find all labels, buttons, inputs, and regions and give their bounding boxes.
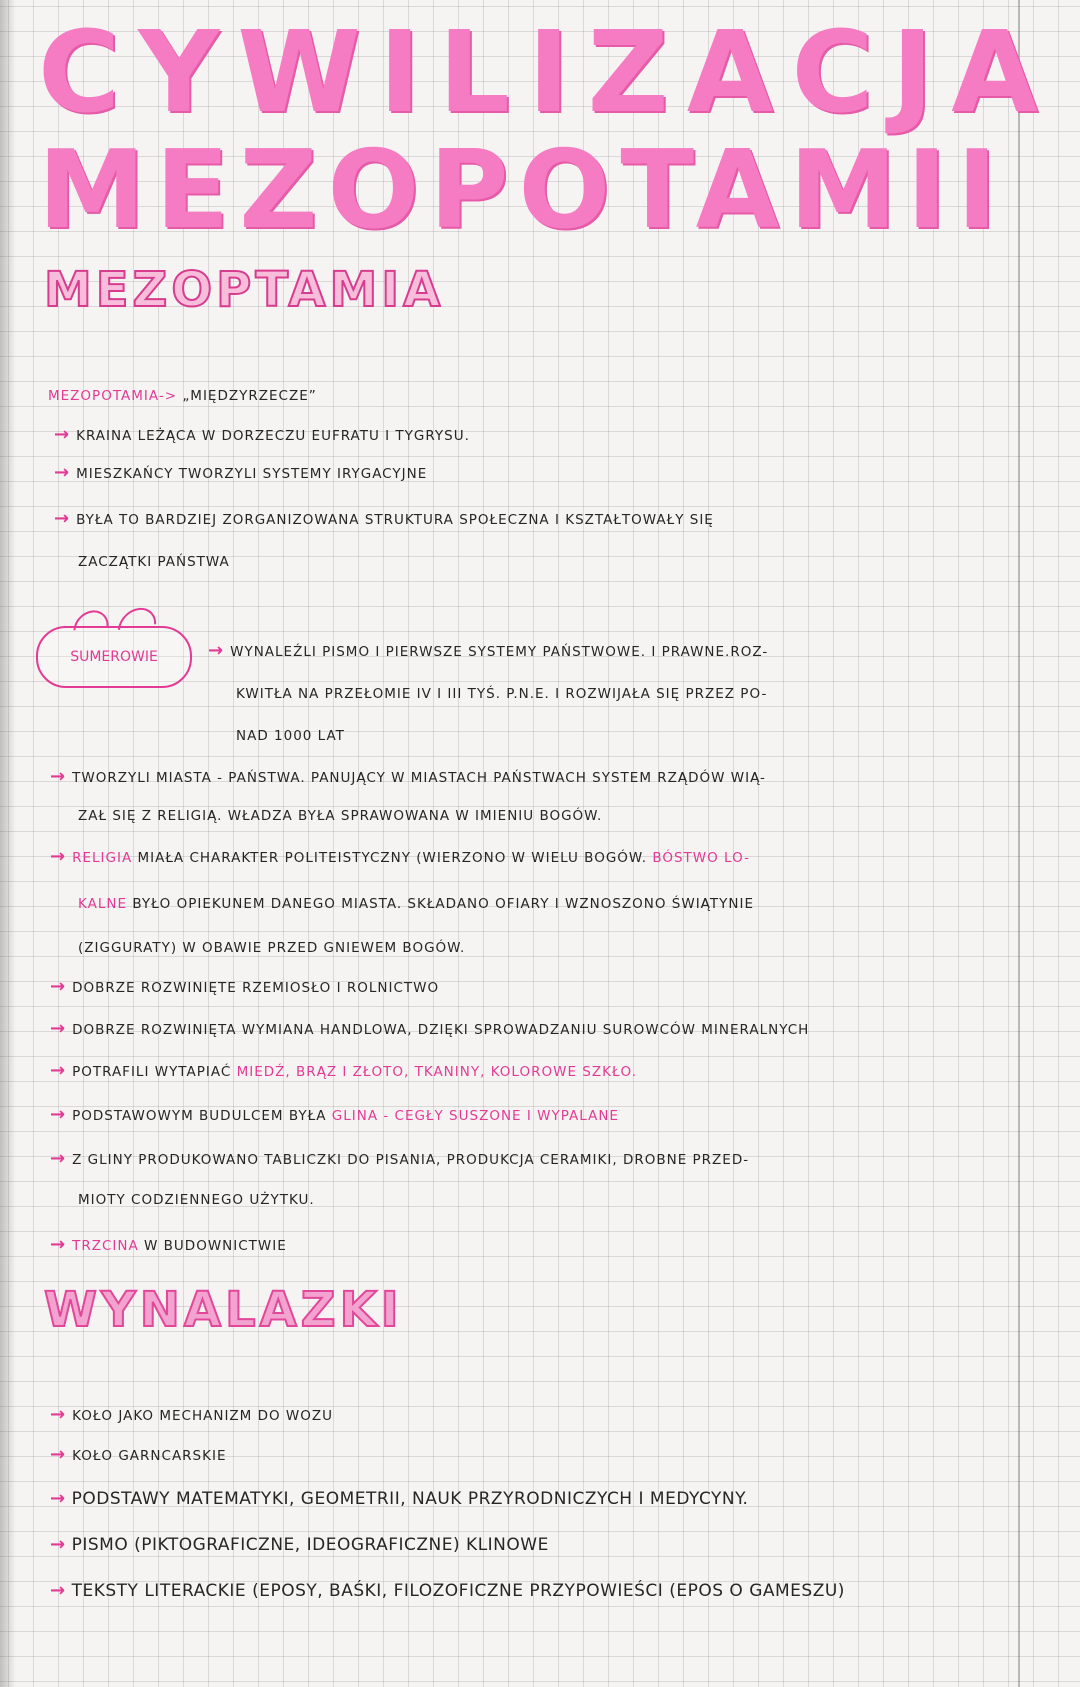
intro-line: [48, 388, 317, 404]
arrow-icon: →: [50, 1104, 67, 1125]
detail-text: PODSTAWOWYM BUDULCEM BYŁA: [72, 1108, 327, 1124]
sumerowie-cloud-label: SUMEROWIE: [36, 626, 192, 688]
detail-highlight: MIEDŹ, BRĄZ I ZŁOTO, TKANINY, KOLOROWE SZKŁO.: [236, 1064, 637, 1080]
sumerowie-line: KWITŁA NA PRZEŁOMIE IV I III TYŚ. P.N.E. I ROZWIJAŁA SIĘ PRZEZ PO-: [236, 686, 768, 702]
list-item: [54, 424, 470, 445]
detail-line: [50, 976, 439, 997]
intro-term: MEZOPOTAMIA: [48, 388, 159, 404]
arrow-icon: →: [50, 766, 67, 787]
detail-highlight: KALNE: [78, 896, 128, 912]
page-title-line-1: CYWILIZACJA: [38, 8, 1056, 138]
detail-text: TWORZYLI MIASTA - PAŃSTWA. PANUJĄCY W MIASTACH PAŃSTWACH SYSTEM RZĄDÓW WIĄ-: [72, 770, 766, 786]
arrow-icon: →: [50, 1018, 67, 1039]
invention-text: PODSTAWY MATEMATYKI, GEOMETRII, NAUK PRZYRODNICZYCH I MEDYCYNY.: [71, 1489, 749, 1509]
invention-item: [50, 1444, 227, 1465]
list-item-continuation: ZACZĄTKI PAŃSTWA: [78, 554, 230, 570]
sumerowie-line: [208, 640, 768, 661]
arrow-icon: →: [50, 846, 67, 867]
detail-line: [50, 1148, 749, 1169]
list-item-text: KRAINA LEŻĄCA W DORZECZU EUFRATU I TYGRYSU.: [76, 428, 470, 444]
invention-text: KOŁO GARNCARSKIE: [72, 1448, 227, 1464]
invention-text: KOŁO JAKO MECHANIZM DO WOZU: [72, 1408, 334, 1424]
invention-text: PISMO (PIKTOGRAFICZNE, IDEOGRAFICZNE) KLINOWE: [71, 1535, 549, 1555]
detail-line: [50, 1234, 287, 1255]
sumerowie-text: WYNALEŹLI PISMO I PIERWSZE SYSTEMY PAŃSTWOWE. I PRAWNE.ROZ-: [230, 644, 769, 660]
margin-line: [1018, 0, 1020, 1687]
detail-line: MIOTY CODZIENNEGO UŻYTKU.: [78, 1192, 315, 1208]
invention-item: [50, 1534, 549, 1555]
intro-meaning: „MIĘDZYRZECZE”: [182, 388, 317, 404]
arrow-icon: →: [50, 1488, 66, 1509]
detail-line: [50, 766, 766, 787]
detail-text: BYŁO OPIEKUNEM DANEGO MIASTA. SKŁADANO OFIARY I WZNOSZONO ŚWIĄTYNIE: [132, 896, 754, 912]
arrow-icon: →: [50, 1444, 67, 1465]
arrow-icon: →: [54, 508, 71, 529]
detail-text: POTRAFILI WYTAPIAĆ: [72, 1064, 232, 1080]
detail-line: [50, 1018, 809, 1039]
section-heading-mezopotamia: MEZOPTAMIA: [44, 262, 445, 318]
detail-text: DOBRZE ROZWINIĘTE RZEMIOSŁO I ROLNICTWO: [72, 980, 440, 996]
arrow-icon: →: [208, 640, 225, 661]
section-heading-wynalazki: WYNALAZKI: [44, 1282, 403, 1338]
intro-arrow: ->: [158, 388, 178, 404]
invention-item: [50, 1488, 748, 1509]
arrow-icon: →: [50, 1580, 66, 1601]
detail-line: (ZIGGURATY) W OBAWIE PRZED GNIEWEM BOGÓW.: [78, 940, 466, 956]
arrow-icon: →: [54, 424, 71, 445]
detail-highlight: BÓSTWO LO-: [652, 850, 750, 866]
detail-text: W BUDOWNICTWIE: [144, 1238, 287, 1254]
arrow-icon: →: [50, 1148, 67, 1169]
notebook-spine-shadow: [0, 0, 16, 1687]
arrow-icon: →: [50, 1060, 67, 1081]
detail-highlight: RELIGIA: [72, 850, 133, 866]
invention-item: [50, 1580, 845, 1601]
detail-text: DOBRZE ROZWINIĘTA WYMIANA HANDLOWA, DZIĘKI SPROWADZANIU SUROWCÓW MINERALNYCH: [72, 1022, 810, 1038]
list-item: [54, 462, 427, 483]
detail-text: Z GLINY PRODUKOWANO TABLICZKI DO PISANIA, PRODUKCJA CERAMIKI, DROBNE PRZED-: [72, 1152, 750, 1168]
detail-line: [50, 1104, 619, 1125]
arrow-icon: →: [50, 1234, 67, 1255]
arrow-icon: →: [50, 1404, 67, 1425]
detail-highlight: TRZCINA: [72, 1238, 139, 1254]
invention-item: [50, 1404, 333, 1425]
list-item-text: BYŁA TO BARDZIEJ ZORGANIZOWANA STRUKTURA SPOŁECZNA I KSZTAŁTOWAŁY SIĘ: [76, 512, 714, 528]
arrow-icon: →: [50, 976, 67, 997]
detail-text: MIAŁA CHARAKTER POLITEISTYCZNY (WIERZONO W WIELU BOGÓW.: [137, 850, 648, 866]
page-title-line-2: MEZOPOTAMII: [38, 128, 1008, 253]
detail-line: [50, 1060, 637, 1081]
invention-text: TEKSTY LITERACKIE (EPOSY, BAŚKI, FILOZOFICZNE PRZYPOWIEŚCI (EPOS O GAMESZU): [71, 1581, 845, 1601]
arrow-icon: →: [50, 1534, 66, 1555]
list-item-text: MIESZKAŃCY TWORZYLI SYSTEMY IRYGACYJNE: [76, 466, 428, 482]
sumerowie-line: NAD 1000 LAT: [236, 728, 345, 744]
detail-line: [78, 896, 754, 912]
detail-line: ZAŁ SIĘ Z RELIGIĄ. WŁADZA BYŁA SPRAWOWANA W IMIENIU BOGÓW.: [78, 808, 603, 824]
arrow-icon: →: [54, 462, 71, 483]
detail-highlight: GLINA - CEGŁY SUSZONE I WYPALANE: [331, 1108, 619, 1124]
list-item: [54, 508, 714, 529]
detail-line: [50, 846, 750, 867]
